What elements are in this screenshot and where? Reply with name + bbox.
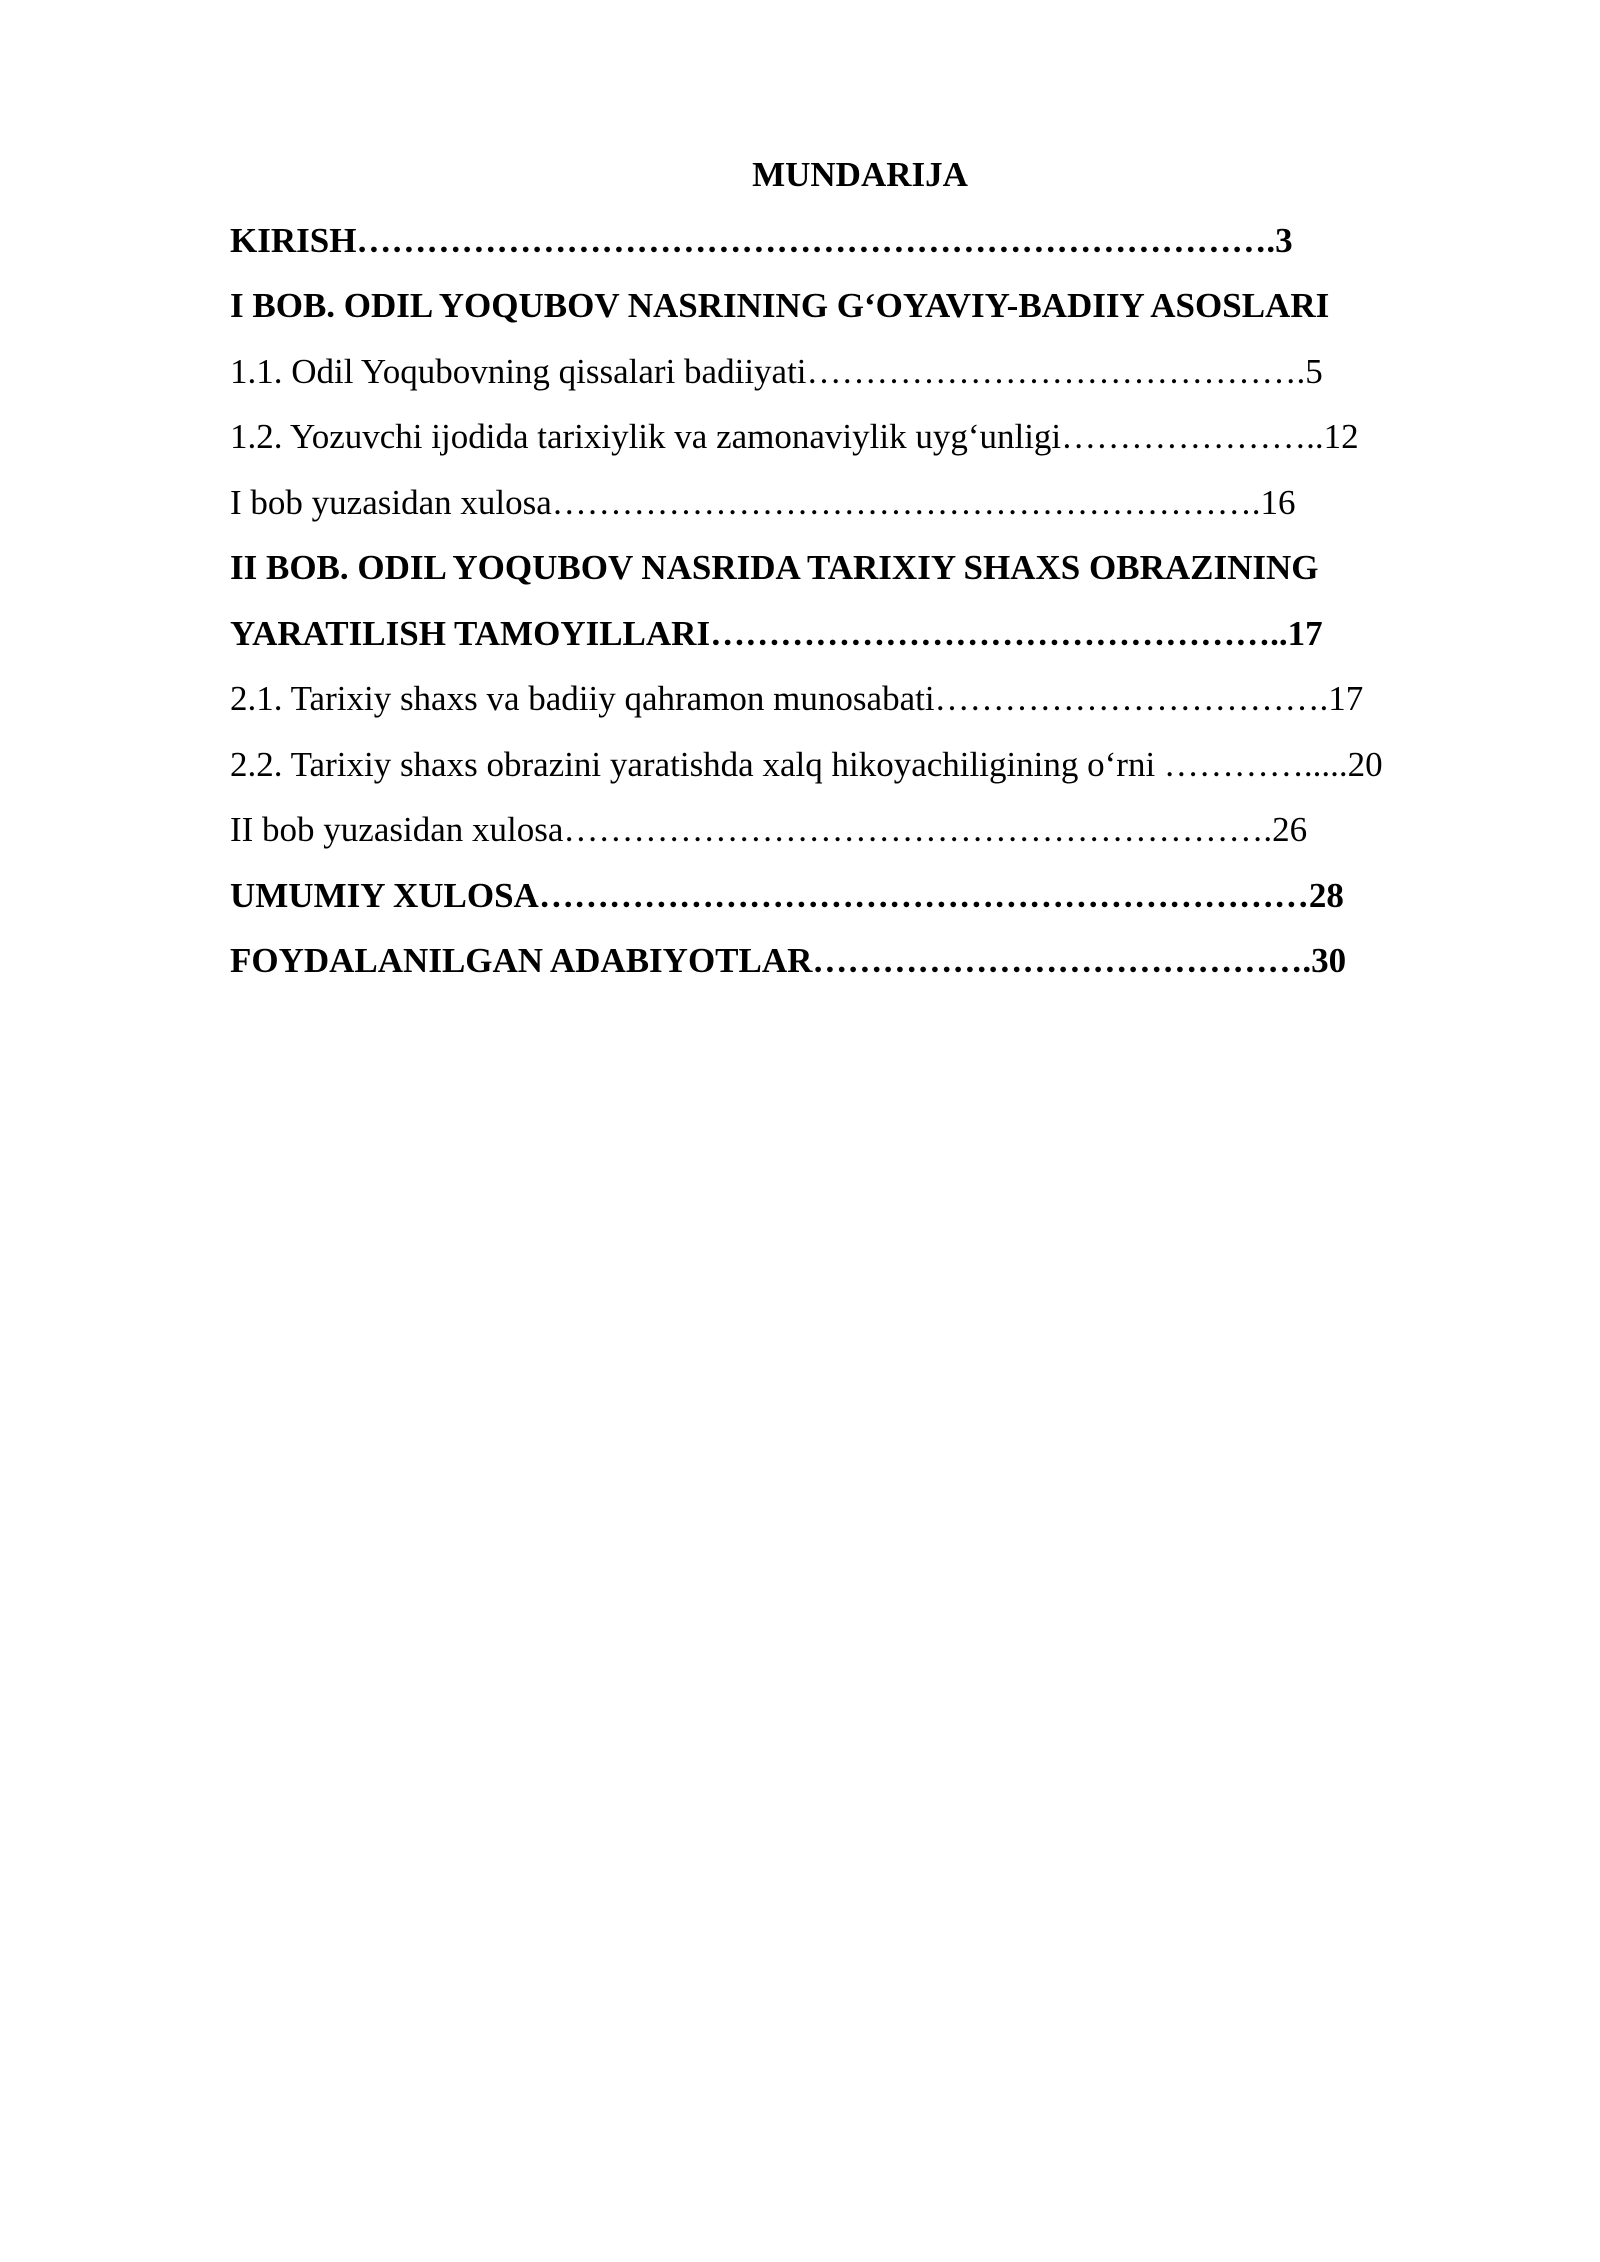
toc-entry-chapter-2-line-1: II BOB. ODIL YOQUBOV NASRIDA TARIXIY SHAXS OBRAZINING [230,548,1319,587]
toc-entry-references: FOYDALANILGAN ADABIYOTLAR…………………………………….30 [230,941,1347,980]
toc-entry-section-2-2: 2.2. Tarixiy shaxs obrazini yaratishda xalq hikoyachiligining o‘rni ………….....20 [230,745,1383,784]
toc-entry-conclusion: UMUMIY XULOSA…………………………………………………………28 [230,876,1344,915]
toc-entry-chapter-2-line-2: YARATILISH TAMOYILLARI…………………………………………..17 [230,614,1323,653]
toc-entry-chapter-1: I BOB. ODIL YOQUBOV NASRINING G‘OYAVIY-BADIIY ASOSLARI [230,286,1330,325]
toc-entry-chapter-1-summary: I bob yuzasidan xulosa…………………………………………………….16 [230,483,1296,522]
toc-entry-kirish: KIRISH…………………………………………………………………….3 [230,221,1293,260]
toc-entry-chapter-2-summary: II bob yuzasidan xulosa…………………………………………………….26 [230,810,1308,849]
toc-entry-section-1-2: 1.2. Yozuvchi ijodida tarixiylik va zamonaviylik uyg‘unligi…………………..12 [230,417,1359,456]
page-title: MUNDARIJA [752,155,968,194]
toc-entry-section-1-1: 1.1. Odil Yoqubovning qissalari badiiyati…………………………………….5 [230,352,1323,391]
toc-entry-section-2-1: 2.1. Tarixiy shaxs va badiiy qahramon munosabati…………………………….17 [230,679,1364,718]
